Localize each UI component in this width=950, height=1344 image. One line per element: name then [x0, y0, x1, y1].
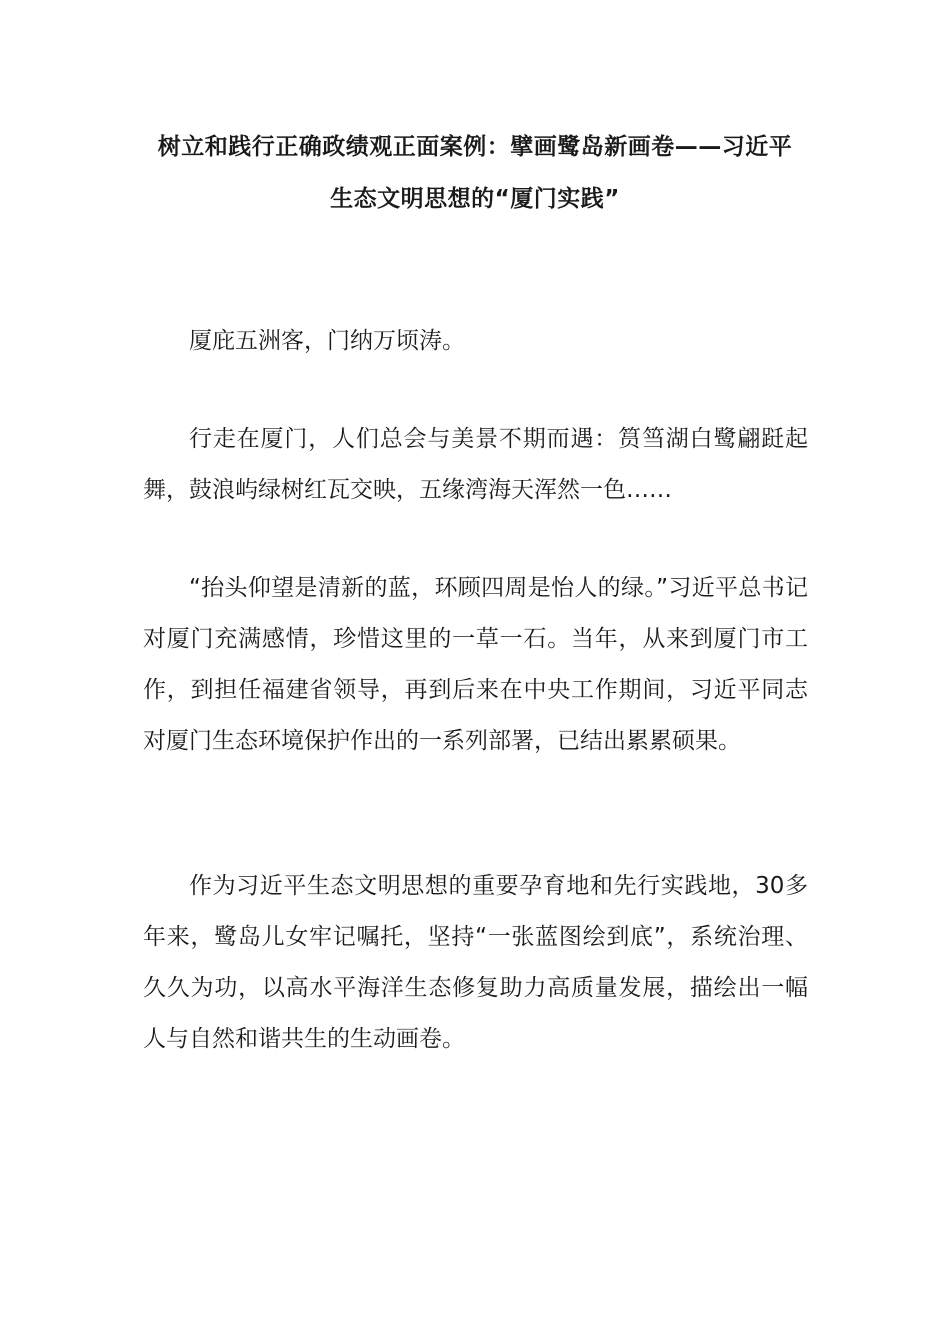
document-title: [140, 121, 810, 225]
paragraph-2: 行走在厦门，人们总会与美景不期而遇：筼筜湖白鹭翩跹起舞，鼓浪屿绿树红瓦交映，五缘湾海天浑然一色……: [143, 426, 808, 503]
title-line-1: 树立和践行正确政绩观正面案例：擘画鹭岛新画卷——习近平: [157, 134, 793, 160]
paragraph-3: “抬头仰望是清新的蓝，环顾四周是怡人的绿。”习近平总书记对厦门充满感情，珍惜这里的一草一石。当年，从来到厦门市工作，到担任福建省领导，再到后来在中央工作期间，习近平同志对厦门生态环境保护作出的一系列部署，已结出累累硕果。: [143, 575, 808, 754]
title-line-2: 生态文明思想的“厦门实践”: [330, 186, 620, 212]
paragraph-1: 厦庇五洲客，门纳万顷涛。: [189, 328, 465, 354]
paragraph-4: 作为习近平生态文明思想的重要孕育地和先行实践地，30多年来，鹭岛儿女牢记嘱托，坚持“一张蓝图绘到底”，系统治理、久久为功，以高水平海洋生态修复助力高质量发展，描绘出一幅人与自然和谐共生的生动画卷。: [143, 873, 808, 1052]
